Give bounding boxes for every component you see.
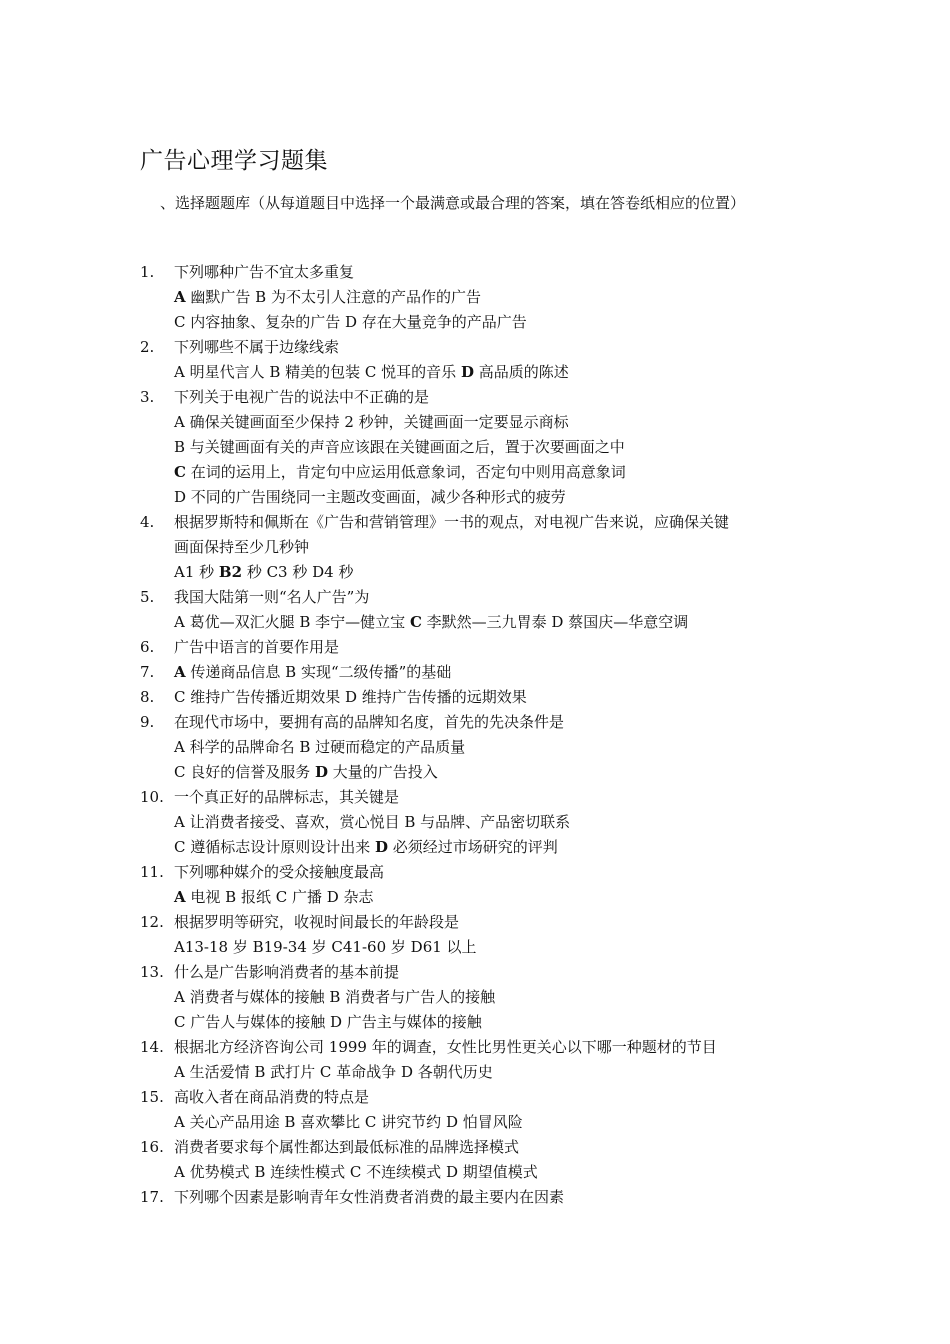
question-line [140,1035,820,1060]
question-text [174,710,564,735]
text-segment: A 优势模式 B 连续性模式 C 不连续模式 D 期望值模式 [174,1163,538,1181]
question-number: 8. [140,688,155,706]
option-line [140,985,820,1010]
option-line [140,310,820,335]
option-line [140,810,820,835]
question-line [140,1185,820,1210]
question-text [174,960,399,985]
text-segment: C 维持广告传播近期效果 D 维持广告传播的远期效果 [174,688,527,706]
text-segment: 我国大陆第一则“名人广告”为 [174,588,370,606]
text-segment: 什么是广告影响消费者的基本前提 [174,963,400,981]
text-segment: 必须经过市场研究的评判 [388,838,558,856]
answer-options [174,360,569,385]
answer-options [174,835,558,860]
text-segment: 根据罗斯特和佩斯在《广告和营销管理》一书的观点，对电视广告来说，应确保关键 [174,513,730,531]
answer-key-marker: D [460,363,474,381]
option-line [140,435,820,460]
text-segment: 幽默广告 B 为不太引人注意的产品作的广告 [185,288,481,306]
question-text [174,860,384,885]
question-line [140,860,820,885]
question-number: 13. [140,963,164,981]
question-text [174,260,354,285]
question-text [174,510,729,535]
answer-options [174,760,438,785]
option-line [140,1160,820,1185]
text-segment: 大量的广告投入 [328,763,438,781]
text-segment: D 不同的广告围绕同一主题改变画面，减少各种形式的疲劳 [174,488,566,506]
question-text [174,1035,717,1060]
option-line [140,735,820,760]
answer-options [174,1110,523,1135]
text-segment: 下列哪个因素是影响青年女性消费者消费的最主要内在因素 [174,1188,565,1206]
answer-key-marker: D [375,838,389,856]
question-line [140,260,820,285]
question-line [140,710,820,735]
answer-options [174,310,527,335]
text-segment: 下列哪种广告不宜太多重复 [174,263,355,281]
question-line [140,785,820,810]
question-text [174,385,429,410]
answer-options [174,1060,493,1085]
text-segment: A 葛优—双汇火腿 B 李宁—健立宝 [174,613,410,631]
question-number: 3. [140,388,155,406]
question-text [174,335,339,360]
answer-options [174,935,477,960]
answer-key-marker: B2 [218,563,243,581]
text-segment: 下列哪种媒介的受众接触度最高 [174,863,385,881]
answer-options [174,560,353,585]
document-title: 广告心理学习题集 [140,148,328,174]
text-segment: C 广告人与媒体的接触 D 广告主与媒体的接触 [174,1013,482,1031]
question-number: 14. [140,1038,164,1056]
text-segment: 在词的运用上，肯定句中应运用低意象词，否定句中则用高意象词 [185,463,626,481]
question-number: 5. [140,588,155,606]
text-segment: C 良好的信誉及服务 [174,763,316,781]
text-segment: 根据北方经济咨询公司 1999 年的调查，女性比男性更关心以下哪一种题材的节目 [174,1038,717,1056]
option-line [140,285,820,310]
text-segment: A 消费者与媒体的接触 B 消费者与广告人的接触 [174,988,496,1006]
text-segment: 下列关于电视广告的说法中不正确的是 [174,388,430,406]
question-text [174,1185,564,1210]
question-number: 6. [140,638,155,656]
answer-options [174,435,625,460]
answer-key-marker: D [315,763,329,781]
question-number: 16. [140,1138,164,1156]
answer-key-marker: C [174,463,186,481]
answer-key-marker: C [409,613,422,631]
question-number: 12. [140,913,164,931]
option-line [140,485,820,510]
text-segment: A 关心产品用途 B 喜欢攀比 C 讲究节约 D 怕冒风险 [174,1113,523,1131]
option-line [140,560,820,585]
text-segment: 在现代市场中，要拥有高的品牌知名度，首先的先决条件是 [174,713,565,731]
text-segment: 电视 B 报纸 C 广播 D 杂志 [185,888,374,906]
text-segment: 李默然—三九胃泰 D 蔡国庆—华意空调 [421,613,689,631]
question-text [174,1085,369,1110]
option-line [140,410,820,435]
question-text [174,685,527,710]
text-segment: B 与关键画面有关的声音应该跟在关键画面之后，置于次要画面之中 [174,438,625,456]
text-segment: C 遵循标志设计原则设计出来 [174,838,376,856]
option-line [140,760,820,785]
question-text [174,635,339,660]
text-segment: A13-18 岁 B19-34 岁 C41-60 岁 D61 以上 [174,938,477,956]
question-line [140,1085,820,1110]
text-segment: A 生活爱情 B 武打片 C 革命战争 D 各朝代历史 [174,1063,493,1081]
question-text [174,1135,519,1160]
question-number: 1. [140,263,155,281]
question-number: 11. [140,863,164,881]
text-segment: 一个真正好的品牌标志，其关键是 [174,788,400,806]
text-segment: 传递商品信息 B 实现“二级传播”的基础 [185,663,452,681]
answer-options [174,460,626,485]
text-segment: A1 秒 [174,563,219,581]
text-segment: 画面保持至少几秒钟 [174,538,310,556]
option-line [140,610,820,635]
option-line [140,1010,820,1035]
answer-options [174,1010,482,1035]
question-line [140,910,820,935]
question-line [140,1135,820,1160]
question-number: 17. [140,1188,164,1206]
answer-options [174,735,465,760]
answer-options [174,485,566,510]
text-segment: 高品质的陈述 [473,363,569,381]
option-line [140,535,820,560]
question-number: 15. [140,1088,164,1106]
answer-options [174,985,495,1010]
question-text [174,785,399,810]
option-line [140,835,820,860]
question-line [140,510,820,535]
text-segment: 下列哪些不属于边缘线索 [174,338,340,356]
answer-key-marker: A [174,288,186,306]
text-segment: A 科学的品牌命名 B 过硬而稳定的产品质量 [174,738,466,756]
answer-options [174,285,481,310]
option-line [140,460,820,485]
question-line [140,660,820,685]
text-segment: 秒 C3 秒 D4 秒 [242,563,354,581]
question-line [140,635,820,660]
question-list [140,260,820,1210]
text-segment: 根据罗明等研究，收视时间最长的年龄段是 [174,913,460,931]
answer-options [174,810,570,835]
question-line [140,685,820,710]
question-line [140,585,820,610]
answer-options [174,410,569,435]
text-segment: 广告中语言的首要作用是 [174,638,340,656]
question-text [174,910,459,935]
answer-options [174,535,309,560]
text-segment: A 让消费者接受、喜欢，赏心悦目 B 与品牌、产品密切联系 [174,813,571,831]
answer-key-marker: A [174,663,186,681]
text-segment: C 内容抽象、复杂的广告 D 存在大量竞争的产品广告 [174,313,527,331]
question-number: 4. [140,513,155,531]
option-line [140,1060,820,1085]
text-segment: A 确保关键画面至少保持 2 秒钟，关键画面一定要显示商标 [174,413,569,431]
answer-options [174,610,688,635]
question-line [140,960,820,985]
question-number: 9. [140,713,155,731]
option-line [140,885,820,910]
question-line [140,385,820,410]
question-number: 2. [140,338,155,356]
section-intro: 、选择题题库（从每道题目中选择一个最满意或最合理的答案，填在答卷纸相应的位置） [160,194,746,212]
text-segment: A 明星代言人 B 精美的包装 C 悦耳的音乐 [174,363,461,381]
question-text [174,585,369,610]
text-segment: 高收入者在商品消费的特点是 [174,1088,370,1106]
option-line [140,360,820,385]
option-line [140,935,820,960]
question-number: 7. [140,663,155,681]
option-line [140,1110,820,1135]
text-segment: 消费者要求每个属性都达到最低标准的品牌选择模式 [174,1138,520,1156]
answer-options [174,885,374,910]
question-number: 10. [140,788,164,806]
answer-options [174,1160,538,1185]
question-line [140,335,820,360]
answer-key-marker: A [174,888,186,906]
question-text [174,660,451,685]
